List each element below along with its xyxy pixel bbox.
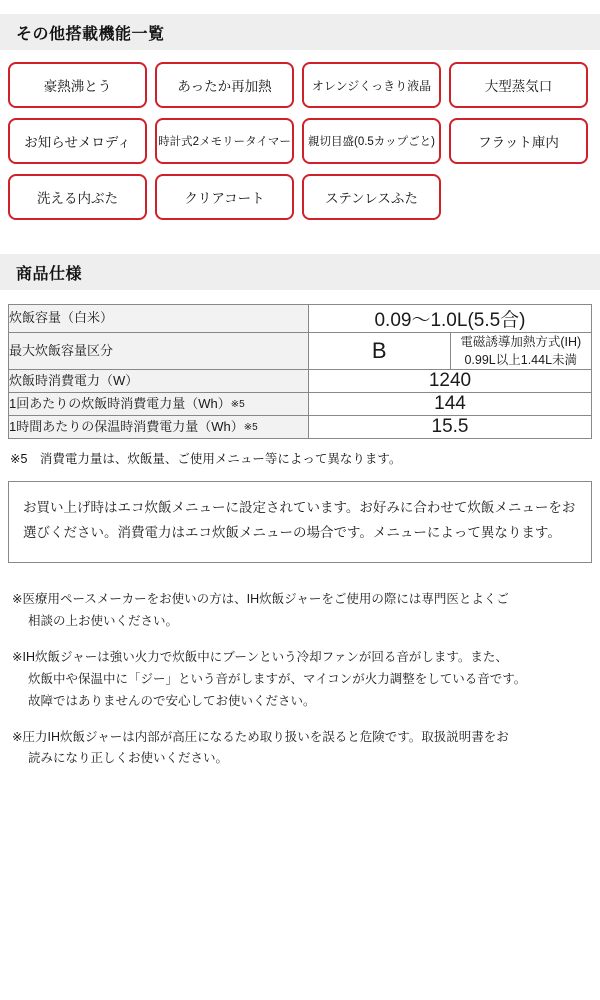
feature-pill: お知らせメロディ [8, 118, 147, 164]
spec-section-title: 商品仕様 [16, 265, 83, 283]
spec-label-text: 1時間あたりの保温時消費電力量（Wh） [9, 418, 244, 434]
feature-pill-list [0, 50, 600, 220]
note-line: 相談の上お使いください。 [28, 614, 179, 629]
feature-pill: フラット庫内 [449, 118, 588, 164]
note-item [12, 589, 588, 633]
spec-label-footnote-marker: ※5 [243, 421, 258, 433]
spec-value: 144 [309, 393, 592, 416]
feature-pill: オレンジくっきり液晶 [302, 62, 441, 108]
spec-value: 0.09〜1.0L(5.5合) [309, 305, 592, 333]
features-section-header [0, 14, 600, 50]
spec-value-line1: 電磁誘導加熱方式(IH) [460, 335, 582, 349]
feature-pill: クリアコート [155, 174, 294, 220]
table-row [9, 333, 592, 370]
note-line: ※医療用ペースメーカーをお使いの方は、IH炊飯ジャーをご使用の際には専門医とよくご [12, 592, 509, 607]
spec-label-text: 1回あたりの炊飯時消費電力量（Wh） [9, 395, 231, 411]
spec-value: 15.5 [309, 416, 592, 439]
feature-pill: ステンレスふた [302, 174, 441, 220]
eco-mode-note-box: お買い上げ時はエコ炊飯メニューに設定されています。お好みに合わせて炊飯メニューをお選びください。消費電力はエコ炊飯メニューの場合です。メニューによって異なります。 [8, 481, 592, 563]
section-spacer [0, 220, 600, 254]
feature-pill: 豪熱沸とう [8, 62, 147, 108]
spec-label: 最大炊飯容量区分 [9, 333, 309, 370]
note-line: ※圧力IH炊飯ジャーは内部が高圧になるため取り扱いを誤ると危険です。取扱説明書をお [12, 729, 509, 744]
note-item [12, 727, 588, 771]
spec-label: 炊飯容量（白米） [9, 305, 309, 333]
note-line: 読みになり正しくお使いください。 [28, 751, 229, 766]
note-item [12, 647, 588, 713]
table-row [9, 305, 592, 333]
feature-pill: あったか再加熱 [155, 62, 294, 108]
features-section-title: その他搭載機能一覧 [16, 25, 165, 43]
spec-footnote: ※5 消費電力量は、炊飯量、ご使用メニュー等によって異なります。 [10, 452, 402, 467]
note-line: 炊飯中や保温中に「ジー」という音がしますが、マイコンが火力調整をしている音です。 [28, 671, 527, 686]
feature-pill: 大型蒸気口 [449, 62, 588, 108]
note-line: 故障ではありませんので安心してお使いください。 [28, 693, 316, 708]
feature-pill: 時計式2メモリータイマー [155, 118, 294, 164]
table-row [9, 370, 592, 393]
spec-label [9, 416, 309, 439]
spec-label [9, 393, 309, 416]
bottom-notes [12, 589, 588, 770]
table-row [9, 393, 592, 416]
table-row [9, 416, 592, 439]
spec-value [450, 333, 592, 370]
spec-label-footnote-marker: ※5 [230, 398, 245, 410]
spec-table [8, 304, 592, 439]
spec-value-line2: 0.99L以上1.44L未満 [464, 353, 578, 368]
spec-label: 炊飯時消費電力（W） [9, 370, 309, 393]
feature-pill: 洗える内ぶた [8, 174, 147, 220]
feature-pill: 親切目盛(0.5カップごと) [302, 118, 441, 164]
spec-section-header [0, 254, 600, 290]
spec-value: 1240 [309, 370, 592, 393]
note-line: ※IH炊飯ジャーは強い火力で炊飯中にブーンという冷却ファンが回る音がします。また、 [12, 649, 508, 664]
spec-rank-value: B [309, 333, 451, 370]
spec-table-wrapper [0, 290, 600, 439]
